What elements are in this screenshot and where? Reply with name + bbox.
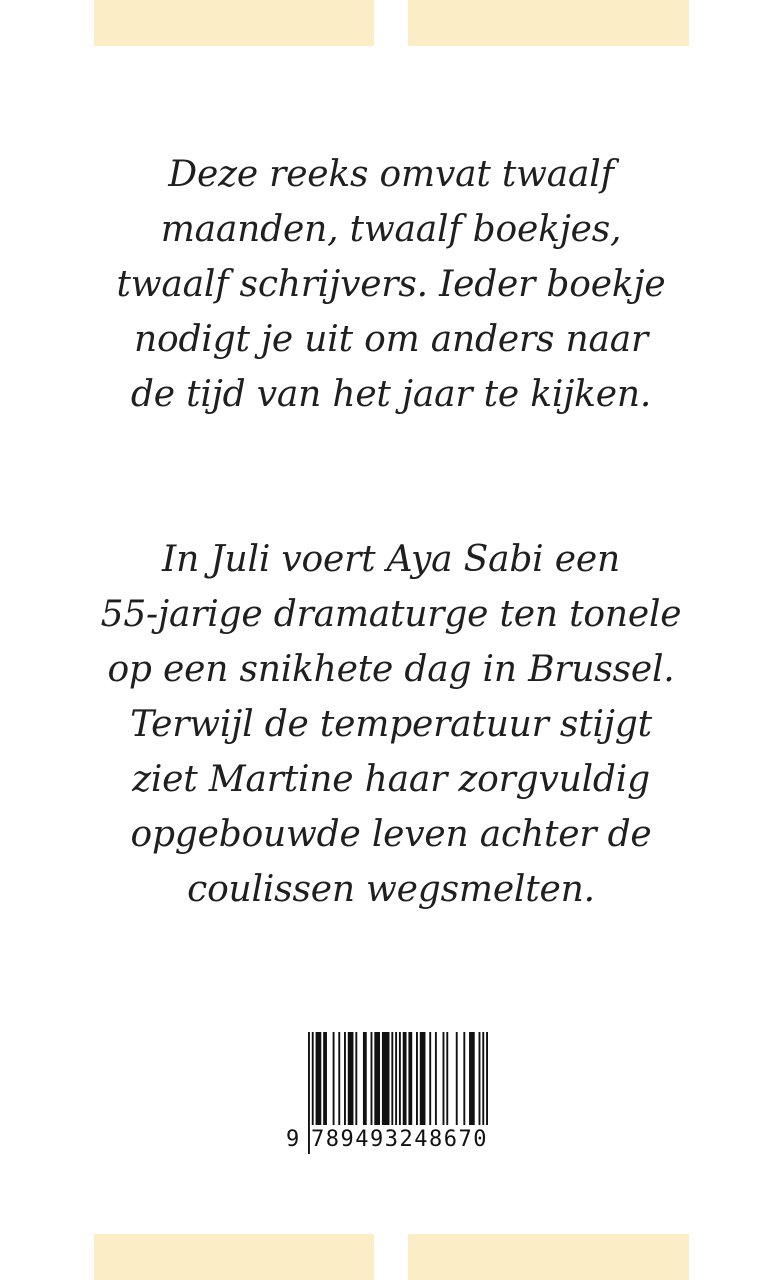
series-description xyxy=(0,147,782,422)
barcode-bar xyxy=(429,1032,431,1140)
book-summary-line: 55-jarige dramaturge ten tonele xyxy=(100,594,682,635)
barcode-bar xyxy=(446,1032,448,1140)
barcode-bar xyxy=(435,1032,437,1140)
bottom-left-tab xyxy=(94,1234,374,1280)
series-description-line: twaalf schrijvers. Ieder boekje xyxy=(116,264,666,305)
barcode-bar xyxy=(456,1032,458,1140)
barcode-bar xyxy=(333,1032,335,1140)
barcode-number xyxy=(286,1125,492,1155)
barcode-bar xyxy=(338,1032,340,1140)
barcode-bar xyxy=(348,1032,354,1140)
barcode-bar xyxy=(374,1032,380,1140)
barcode-bar xyxy=(469,1032,475,1140)
book-summary-line: Terwijl de temperatuur stijgt xyxy=(130,704,652,745)
series-description-line: nodigt je uit om anders naar xyxy=(134,319,648,360)
barcode-bar xyxy=(344,1032,346,1140)
book-summary xyxy=(0,532,782,917)
barcode-bar xyxy=(416,1032,418,1140)
barcode-bar xyxy=(463,1032,465,1140)
barcode-bar xyxy=(371,1032,373,1140)
barcode-bar xyxy=(316,1032,322,1140)
barcode-bar xyxy=(443,1032,445,1140)
barcode-bar xyxy=(323,1032,327,1140)
barcode-bar xyxy=(391,1032,393,1140)
barcode-bar xyxy=(403,1032,407,1140)
barcode-lead-digit: 9 xyxy=(286,1127,300,1152)
series-description-line: Deze reeks omvat twaalf xyxy=(168,154,614,195)
barcode-bar xyxy=(382,1032,390,1140)
book-summary-line: ziet Martine haar zorgvuldig xyxy=(132,759,650,800)
isbn-barcode xyxy=(286,1030,492,1160)
barcode-bar xyxy=(408,1032,412,1140)
barcode-bar xyxy=(479,1032,481,1140)
series-description-line: maanden, twaalf boekjes, xyxy=(160,209,622,250)
series-description-line: de tijd van het jaar te kijken. xyxy=(130,374,652,415)
barcode-bar xyxy=(420,1032,426,1140)
book-summary-line: op een snikhete dag in Brussel. xyxy=(107,649,675,690)
bottom-right-tab xyxy=(408,1234,689,1280)
top-right-tab xyxy=(408,0,689,46)
top-left-tab xyxy=(94,0,374,46)
barcode-bar xyxy=(355,1032,357,1140)
book-summary-line: coulissen wegsmelten. xyxy=(187,869,595,910)
barcode-bar xyxy=(363,1032,367,1140)
book-summary-line: opgebouwde leven achter de xyxy=(130,814,652,855)
barcode-digits: 789493248670 xyxy=(310,1125,489,1155)
book-summary-line: In Juli voert Aya Sabi een xyxy=(162,539,620,580)
